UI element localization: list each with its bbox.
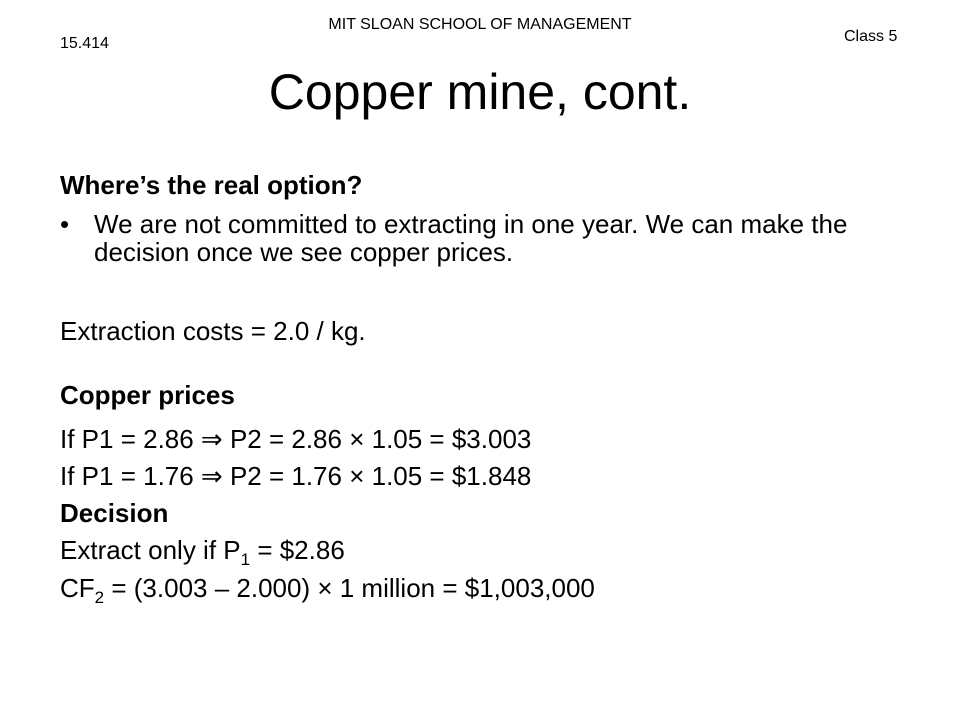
header-course-number: 15.414 <box>60 35 109 52</box>
extraction-cost-text: Extraction costs = 2.0 / kg. <box>60 316 366 346</box>
header-school: MIT SLOAN SCHOOL OF MANAGEMENT <box>328 16 632 33</box>
price-line-2: If P1 = 1.76 ⇒ P2 = 1.76 × 1.05 = $1.848 <box>60 461 532 491</box>
price-line-1: If P1 = 2.86 ⇒ P2 = 2.86 × 1.05 = $3.003 <box>60 424 532 454</box>
bullet-text: We are not committed to extracting in one year. We can make the decision once we see copper prices. <box>94 209 848 267</box>
cash-flow-line <box>60 573 595 608</box>
cf-prefix: CF <box>60 573 95 603</box>
extract-suffix: = $2.86 <box>250 535 345 565</box>
cf-subscript: 2 <box>94 588 105 608</box>
extract-prefix: Extract only if P <box>60 535 241 565</box>
extract-condition-line <box>60 535 345 570</box>
cf-suffix: = (3.003 – 2.000) × 1 million = $1,003,000 <box>104 573 595 603</box>
extract-subscript: 1 <box>240 550 251 570</box>
question-heading: Where’s the real option? <box>60 170 363 200</box>
copper-prices-heading: Copper prices <box>60 380 235 410</box>
bullet-symbol: • <box>60 209 70 239</box>
header-class-label: Class 5 <box>844 28 898 45</box>
slide-title: Copper mine, cont. <box>268 64 692 120</box>
decision-heading: Decision <box>60 498 169 528</box>
